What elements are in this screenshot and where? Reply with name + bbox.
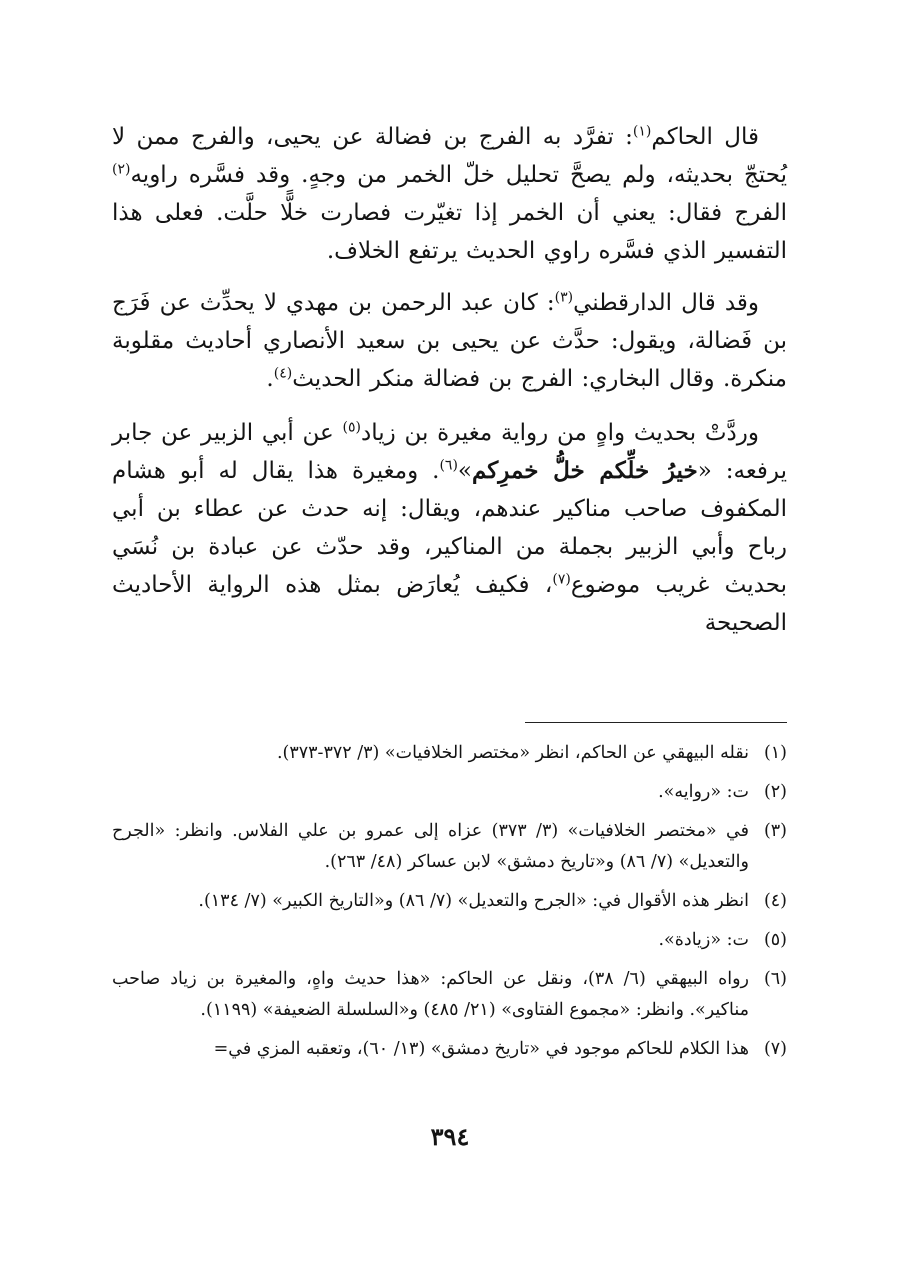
text-run: : تفرَّد به الفرج بن فضالة عن يحيى، والفرج ممن لا يُحتجّ بحديثه، ولم يصحَّ تحليل خلّ الخمر من وجهٍ. وقد فسَّره راويه	[112, 124, 787, 188]
text-run: وقد قال الدارقطني	[573, 290, 759, 316]
footnote-ref-2[interactable]: (٢)	[112, 161, 131, 178]
footnote-3	[112, 816, 787, 878]
footnotes	[112, 738, 787, 1073]
footnote-number: (٣)	[763, 821, 787, 841]
footnote-text: ت: «روايه».	[658, 782, 749, 802]
footnote-text: نقله البيهقي عن الحاكم، انظر «مختصر الخلافيات» (٣/ ٣٧٢-٣٧٣).	[276, 743, 749, 763]
footnote-text: ت: «زيادة».	[658, 930, 749, 950]
footnote-text: انظر هذه الأقوال في: «الجرح والتعديل» (٧/ ٨٦) و«التاريخ الكبير» (٧/ ١٣٤).	[198, 891, 749, 911]
footnote-number: (٢)	[763, 782, 787, 802]
main-text	[112, 118, 787, 642]
footnote-6	[112, 964, 787, 1026]
footnote-ref-1[interactable]: (١)	[632, 123, 652, 140]
text-run: . ومغيرة هذا يقال له أبو هشام المكفوف صاحب مناكير عندهم، ويقال: إنه حدث عن عطاء بن أبي رباح وأبي الزبير بجملة من المناكير، وقد حدّث عن عبادة بن نُسَي بحديث غريب موضوع	[112, 458, 787, 598]
text-run: الفرج فقال: يعني أن الخمر إذا تغيّرت فصارت خلًّا حلَّت. فعلى هذا التفسير الذي فسَّره راوي الحديث يرتفع الخلاف.	[112, 200, 787, 264]
footnote-text: هذا الكلام للحاكم موجود في «تاريخ دمشق» (١٣/ ٦٠)، وتعقبه المزي في=	[213, 1039, 749, 1059]
footnote-ref-5[interactable]: (٥)	[342, 419, 361, 436]
footnote-7	[112, 1034, 787, 1065]
footnote-text: في «مختصر الخلافيات» (٣/ ٣٧٣) عزاه إلى عمرو بن علي الفلاس. وانظر: «الجرح والتعديل» (٧/ ٨٦) و«تاريخ دمشق» لابن عساكر (٤٨/ ٢٦٣).	[112, 821, 749, 872]
footnote-number: (١)	[763, 743, 787, 763]
footnote-ref-3[interactable]: (٣)	[554, 289, 574, 306]
footnote-text: رواه البيهقي (٦/ ٣٨)، ونقل عن الحاكم: «هذا حديث واهٍ، والمغيرة بن زياد صاحب مناكير». وانظر: «مجموع الفتاوى» (٢١/ ٤٨٥) و«السلسلة الضعيفة» (١١٩٩).	[112, 969, 749, 1020]
footnote-number: (٥)	[763, 930, 787, 950]
footnote-2	[112, 777, 787, 808]
text-run: .	[266, 366, 274, 392]
text-run: قال الحاكم	[651, 124, 759, 150]
paragraph-3	[112, 414, 787, 642]
footnote-number: (٧)	[763, 1039, 787, 1059]
footnote-5	[112, 925, 787, 956]
footnote-ref-6[interactable]: (٦)	[439, 457, 458, 474]
footnote-number: (٦)	[763, 969, 787, 989]
text-run: عن أبي الزبير عن جابر يرفعه: «	[112, 420, 787, 484]
text-run: »	[457, 458, 472, 484]
text-run: : كان عبد الرحمن بن مهدي لا يحدِّث عن فَرَج بن فَضالة، ويقول: حدَّث عن يحيى بن سعيد الأنصاري أحاديث مقلوبة منكرة. وقال البخاري: الفرج بن فضالة منكر الحديث	[112, 290, 787, 392]
paragraph-1	[112, 118, 787, 270]
text-run: ، فكيف يُعارَض بمثل هذه الرواية الأحاديث الصحيحة	[112, 572, 787, 636]
footnote-separator	[525, 722, 787, 723]
hadith-quote: خيرُ خلِّكم خلُّ خمرِكم	[472, 457, 698, 484]
footnote-number: (٤)	[763, 891, 787, 911]
paragraph-2	[112, 284, 787, 398]
text-run: وردَّتْ بحديث واهٍ من رواية مغيرة بن زياد	[360, 420, 759, 446]
footnote-1	[112, 738, 787, 769]
page-number: ٣٩٤	[430, 1122, 470, 1151]
footnote-ref-7[interactable]: (٧)	[552, 571, 571, 588]
footnote-4	[112, 886, 787, 917]
footnote-ref-4[interactable]: (٤)	[273, 365, 293, 382]
